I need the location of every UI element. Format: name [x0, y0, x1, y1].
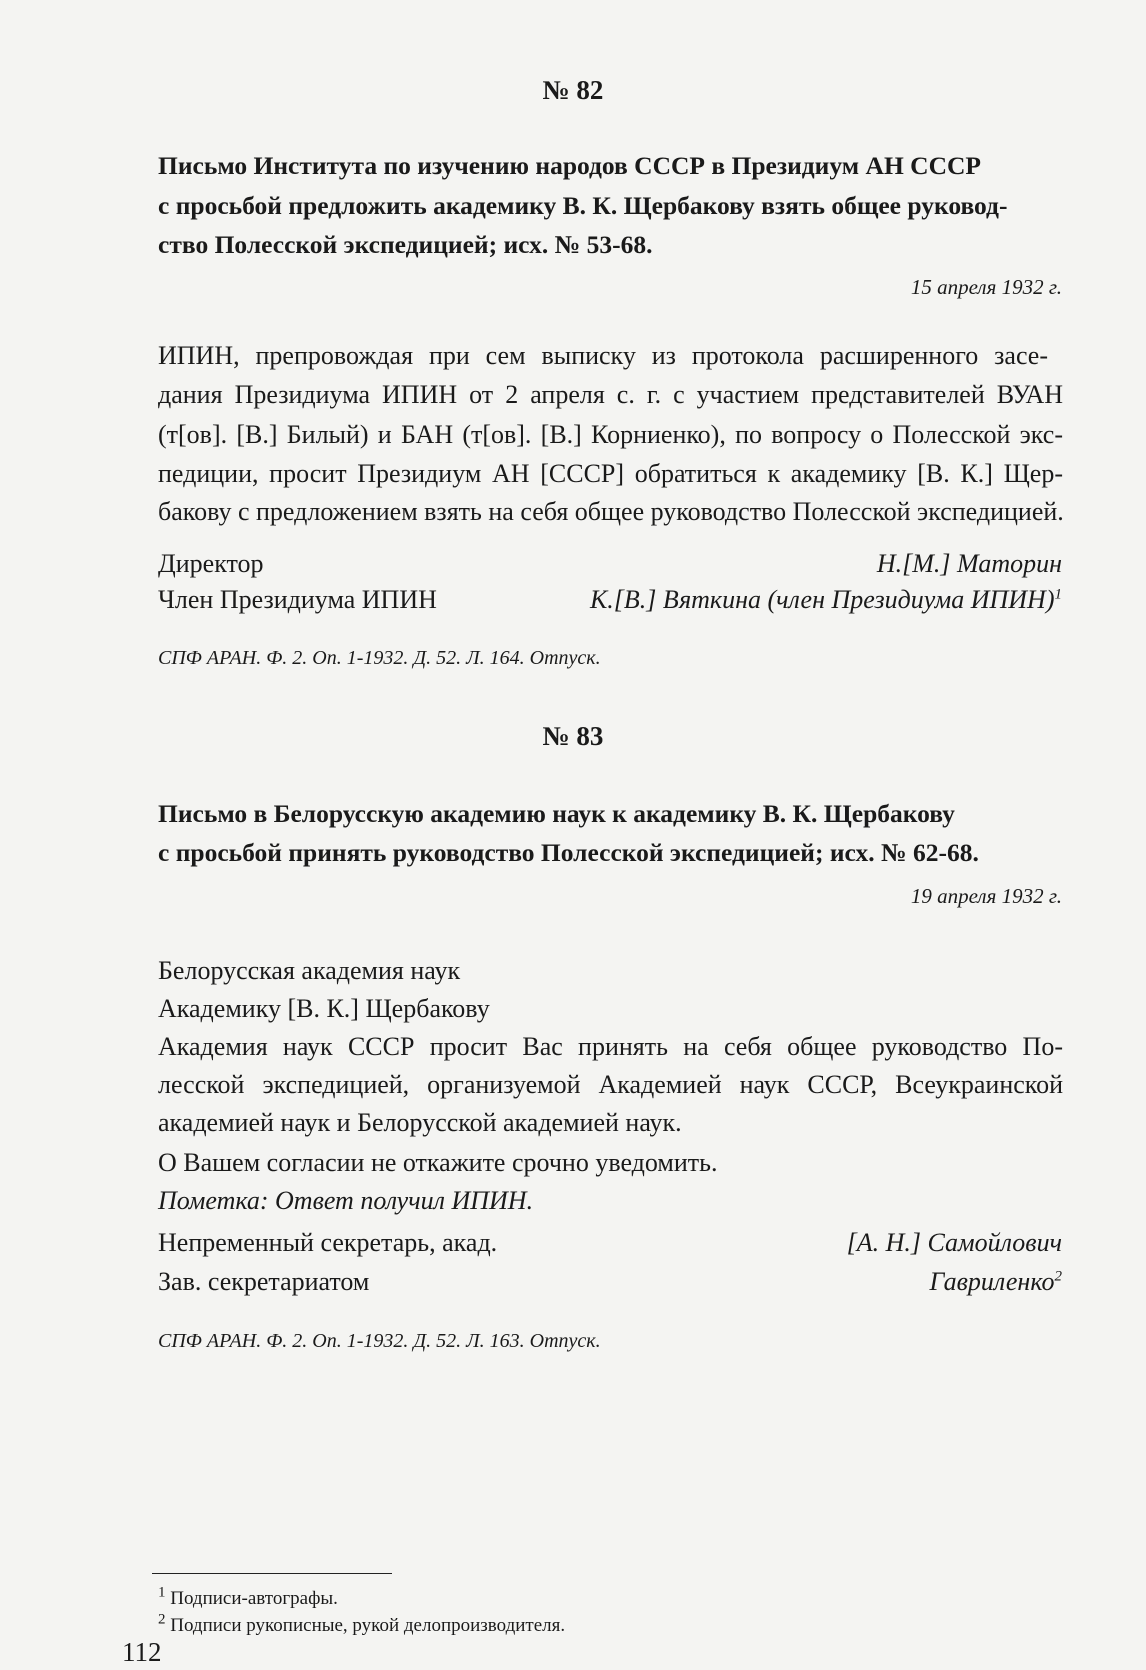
- doc83-addressee-1: Белорусская академия наук: [158, 956, 461, 985]
- doc82-title-line-2: с просьбой предложить академику В. К. Щербакову взять общее руковод-: [158, 191, 1008, 220]
- doc82-date: 15 апреля 1932 г.: [910, 275, 1062, 299]
- footnote-1-text: Подписи-автографы.: [170, 1588, 338, 1609]
- doc83-body-line-2: лесской экспедицией, организуемой Академией наук СССР, Всеукраинской: [158, 1070, 1063, 1099]
- doc82-body-line-3: (т[ов]. [В.] Билый) и БАН (т[ов]. [В.] Корниенко), по вопросу о Полесской экс-: [158, 420, 1063, 449]
- footnote-1-number: 1: [158, 1584, 166, 1601]
- doc82-sig1-name: Н.[М.] Маторин: [876, 549, 1062, 578]
- doc83-number: № 83: [542, 721, 604, 751]
- doc83-sig2-role: Зав. секретариатом: [158, 1267, 370, 1296]
- doc83-addressee-2: Академику [В. К.] Щербакову: [158, 994, 490, 1023]
- doc83-sig1-name: [А. Н.] Самойлович: [846, 1228, 1062, 1257]
- doc82-body-line-2: дания Президиума ИПИН от 2 апреля с. г. с участием представителей ВУАН: [158, 380, 1063, 409]
- doc82-body-line-1: ИПИН, препровождая при сем выписку из протокола расширенного засе-: [158, 341, 1048, 370]
- doc82-sig2-role: Член Президиума ИПИН: [158, 585, 437, 614]
- footnote-2-text: Подписи рукописные, рукой делопроизводителя.: [170, 1615, 566, 1636]
- doc83-source: СПФ АРАН. Ф. 2. Оп. 1-1932. Д. 52. Л. 163. Отпуск.: [158, 1330, 601, 1352]
- doc82-sig2-name: К.[В.] Вяткина (член Президиума ИПИН): [589, 585, 1055, 614]
- page-number: 112: [122, 1637, 162, 1667]
- doc82-sig2-signature: [590, 584, 1062, 616]
- doc83-sig2-signature: [929, 1266, 1062, 1298]
- doc82-body-line-4: педиции, просит Президиум АН [СССР] обратиться к академику [В. К.] Щер-: [158, 459, 1063, 488]
- footnote-ref-1: 1: [1054, 586, 1062, 603]
- footnote-divider: [152, 1573, 392, 1574]
- doc83-title-line-2: с просьбой принять руководство Полесской экспедицией; исх. № 62-68.: [158, 838, 979, 867]
- doc82-source: СПФ АРАН. Ф. 2. Оп. 1-1932. Д. 52. Л. 164. Отпуск.: [158, 647, 601, 669]
- doc82-number: № 82: [542, 75, 604, 105]
- doc82-body-line-5: бакову с предложением взять на себя общее руководство Полесской экспедицией.: [158, 497, 1064, 526]
- footnote-ref-2: 2: [1054, 1268, 1062, 1285]
- doc83-request: О Вашем согласии не откажите срочно уведомить.: [158, 1148, 718, 1177]
- doc83-date: 19 апреля 1932 г.: [910, 884, 1062, 908]
- footnote-2-number: 2: [158, 1611, 166, 1628]
- footnote-2: [158, 1610, 565, 1642]
- doc83-sig2-name: Гавриленко: [929, 1267, 1055, 1296]
- doc83-body-line-1: Академия наук СССР просит Вас принять на себя общее руководство По-: [158, 1032, 1063, 1061]
- doc82-title-line-3: ство Полесской экспедицией; исх. № 53-68.: [158, 230, 653, 259]
- doc83-mark: Пометка: Ответ получил ИПИН.: [158, 1186, 534, 1215]
- doc82-sig1-role: Директор: [158, 549, 264, 578]
- doc83-title-line-1: Письмо в Белорусскую академию наук к академику В. К. Щербакову: [158, 799, 955, 828]
- doc83-sig1-role: Непременный секретарь, акад.: [158, 1228, 498, 1257]
- doc83-body-line-3: академией наук и Белорусской академией наук.: [158, 1108, 682, 1137]
- doc82-title-line-1: Письмо Института по изучению народов СССР в Президиум АН СССР: [158, 151, 981, 180]
